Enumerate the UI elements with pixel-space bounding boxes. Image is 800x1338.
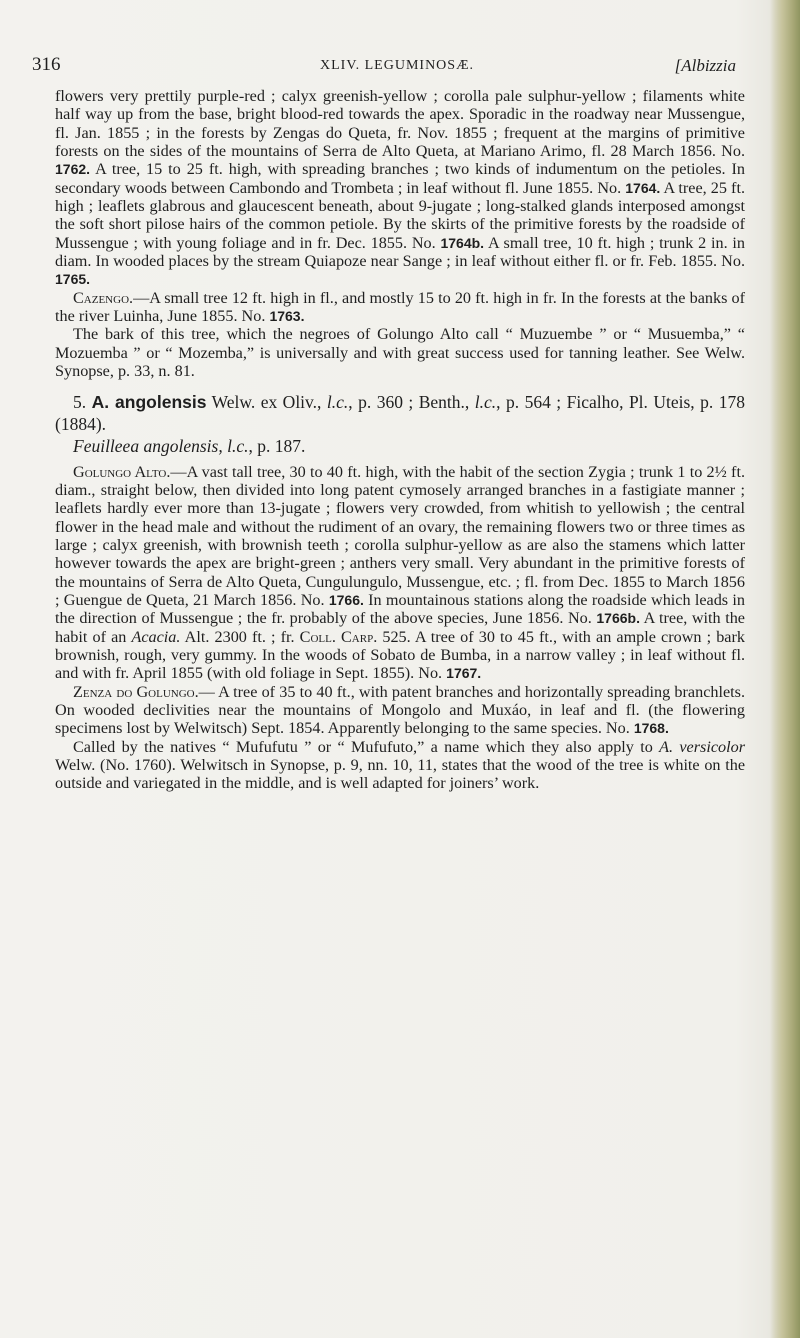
specimen-number: 1764. xyxy=(625,179,661,196)
specimen-number: 1762. xyxy=(55,161,91,178)
paragraph-native-name: Called by the natives “ Mufufutu ” or “ Mufufuto,” a name which they also apply to A. versicolor Welw. (No. 1760). Welwitsch in Synopse, p. 9, nn. 10, 11, states that the wood of the tree is white on the outside and variegated in the middle, and is well adapted for joiners’ work. xyxy=(55,737,745,793)
species-entry-heading: 5. A. angolensis Welw. ex Oliv., l.c., p. 360 ; Benth., l.c., p. 564 ; Ficalho, Pl. Uteis, p. 178 (1884). xyxy=(55,391,745,434)
locality-name: Golungo Alto. xyxy=(73,462,171,481)
paragraph-golungo-alto: Golungo Alto.—A vast tall tree, 30 to 40 ft. high, with the habit of the section Zygia ; trunk 1 to 2½ ft. diam., straight below, then divided into long patent cymosely arranged branches in a fastigiate manner ; leaflets hardly ever more than 13-jugate ; flowers very crowded, from whitish to yellowish ; the central flower in the head male and without the rudiment of an ovary, the remaining flowers two or three times as large ; calyx greenish, with brownish teeth ; corolla sulphur-yellow as are also the stamens which latter however towards the apex are bright-green ; anthers very small. Very abundant in the primitive forests of the mountains of Serra de Alto Queta, Cungulungulo, Mussengue, etc. ; fl. from Dec. 1855 to March 1856 ; Guengue de Queta, 21 March 1856. No. 1766. In mountainous stations along the roadside which leads in the direction of Mussengue ; the fr. probably of the above species, June 1856. No. 1766b. A tree, with the habit of an Acacia. Alt. 2300 ft. ; fr. Coll. Carp. 525. A tree of 30 to 45 ft., with an ample crown ; bark brownish, rough, very gummy. In the woods of Sobato de Bumba, in a narrow valley ; in leaf without fl. and with fr. April 1855 (with old foliage in Sept. 1855). No. 1767. xyxy=(55,462,745,683)
specimen-number: 1768. xyxy=(633,720,669,737)
running-title: XLIV. LEGUMINOSÆ. xyxy=(320,58,475,73)
specimen-number: 1766. xyxy=(328,591,364,608)
species-name: A. angolensis xyxy=(91,391,207,412)
page-header xyxy=(30,54,750,84)
synonym-name: Feuilleea angolensis xyxy=(73,435,219,456)
genus-heading: [Albizzia xyxy=(674,56,736,75)
paragraph-bark-note: The bark of this tree, which the negroes of Golungo Alto call “ Muzuembe ” or “ Musuemba,” “ Mozuemba ” or “ Mozemba,” is universally and with great success used for tanning leather. See Welw. Synopse, p. 33, n. 81. xyxy=(55,325,745,381)
paragraph-zenza: Zenza do Golungo.— A tree of 35 to 40 ft., with patent branches and horizontally spreading branchlets. On wooded declivities near the mountains of Mongolo and Muxáo, in leaf and fl. (the flowering specimens lost by Welwitsch) Sept. 1854. Apparently belonging to the same species. No. 1768. xyxy=(55,682,745,738)
locality-name: Cazengo. xyxy=(73,288,134,307)
specimen-number: 1764b. xyxy=(440,234,485,251)
page-number: 316 xyxy=(32,54,61,75)
species-synonym: Feuilleea angolensis, l.c., p. 187. xyxy=(73,435,306,456)
specimen-number: 1767. xyxy=(446,665,482,682)
specimen-number: 1766b. xyxy=(596,610,640,627)
paragraph-continuation: flowers very prettily purple-red ; calyx greenish-yellow ; corolla pale sulphur-yellow ; filaments white half way up from the base, bright blood-red towards the apex. Sporadic in the roadway near Mussengue, fl. Jan. 1855 ; in the forests by Zengas do Queta, fr. Nov. 1855 ; frequent at the margins of primitive forests on the sides of the mountains of Serra de Alto Queta, at Mariano Arimo, fl. 28 March 1856. No. 1762. A tree, 15 to 25 ft. high, with spreading branches ; two kinds of indumentum on the petioles. In secondary woods between Cambondo and Trombeta ; in leaf without fl. June 1855. No. 1764. A tree, 25 ft. high ; leaflets glabrous and glaucescent beneath, about 9-jugate ; long-stalked glands interposed amongst the soft short pilose hairs of the common petiole. By the skirts of the primitive forests by the roadside of Mussengue ; with young foliage and in fr. Dec. 1855. No. 1764b. A small tree, 10 ft. high ; trunk 2 in. in diam. In wooded places by the stream Quiapoze near Sange ; in leaf without either fl. or fr. Feb. 1855. No. 1765. xyxy=(55,87,746,288)
paragraph-cazengo: Cazengo.—A small tree 12 ft. high in fl., and mostly 15 to 20 ft. high in fr. In the forests at the banks of the river Luinha, June 1855. No. 1763. xyxy=(55,288,745,326)
specimen-number: 1763. xyxy=(269,308,305,325)
page-edge-shadow xyxy=(770,0,800,1338)
page-body xyxy=(55,87,745,793)
locality-name: Zenza do Golungo. xyxy=(73,682,199,701)
specimen-number: 1765. xyxy=(55,271,91,288)
